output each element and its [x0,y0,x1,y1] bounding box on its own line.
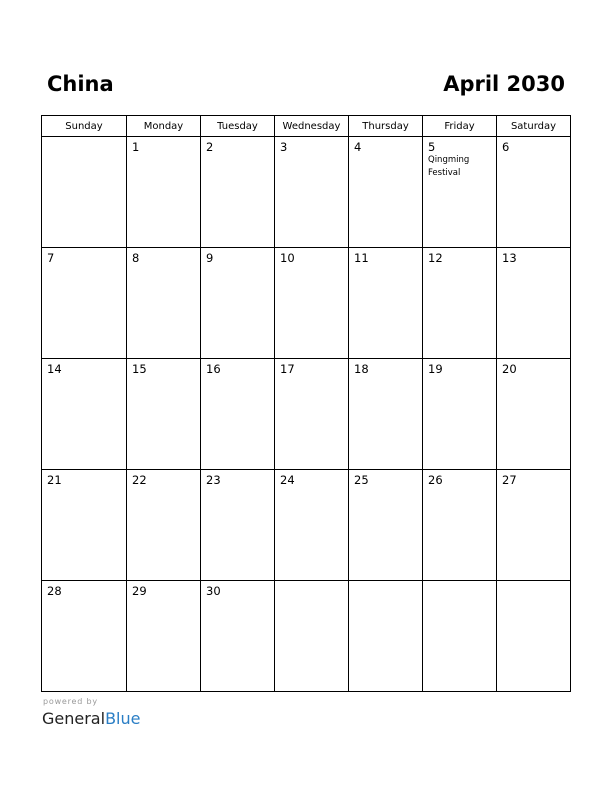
day-cell [497,359,571,470]
day-cell [201,137,275,248]
day-cell [42,137,127,248]
day-cell [42,581,127,692]
weekday-header-monday: Monday [127,116,201,137]
day-cell [349,581,423,692]
week-row [42,581,571,692]
day-number: 20 [502,362,517,376]
footer-branding [42,697,140,729]
day-number: 24 [280,473,295,487]
day-cell [497,470,571,581]
day-number: 3 [280,140,288,154]
day-number: 15 [132,362,147,376]
day-cell [497,581,571,692]
calendar-grid [41,115,571,692]
day-number: 13 [502,251,517,265]
day-cell [423,137,497,248]
day-number: 17 [280,362,295,376]
brand-general-text: General [42,709,106,728]
day-cell [201,359,275,470]
day-number [275,581,348,584]
day-cell [42,359,127,470]
day-number: 23 [206,473,221,487]
day-cell [127,581,201,692]
day-cell [423,359,497,470]
day-cell [275,470,349,581]
day-number: 29 [132,584,147,598]
day-number: 4 [354,140,362,154]
week-row [42,137,571,248]
day-number: 12 [428,251,443,265]
day-cell [349,470,423,581]
brand-logo[interactable] [42,709,140,729]
weekday-header-saturday: Saturday [497,116,571,137]
day-number: 25 [354,473,369,487]
weekday-header-tuesday: Tuesday [201,116,275,137]
day-number: 1 [132,140,140,154]
day-cell [423,248,497,359]
day-number: 6 [502,140,510,154]
day-cell [349,137,423,248]
day-number [497,581,570,584]
day-cell [127,470,201,581]
day-cell [497,248,571,359]
day-number [42,137,126,140]
month-year-title: April 2030 [443,72,565,96]
day-number: 11 [354,251,369,265]
country-title: China [47,72,114,96]
day-cell [127,359,201,470]
day-cell [349,359,423,470]
day-cell [349,248,423,359]
week-row [42,470,571,581]
day-number: 21 [47,473,62,487]
day-cell [423,470,497,581]
weekday-header-sunday: Sunday [42,116,127,137]
day-cell [275,581,349,692]
week-row [42,248,571,359]
day-number: 27 [502,473,517,487]
day-number: 28 [47,584,62,598]
weekday-header-thursday: Thursday [349,116,423,137]
holiday-label: Qingming Festival [428,155,470,178]
weekday-header-friday: Friday [423,116,497,137]
day-number: 19 [428,362,443,376]
day-cell [497,137,571,248]
powered-by-text: powered by [43,697,98,706]
day-number: 30 [206,584,221,598]
day-cell [127,248,201,359]
day-number: 2 [206,140,214,154]
day-number: 8 [132,251,140,265]
day-number: 26 [428,473,443,487]
day-number: 18 [354,362,369,376]
day-cell [275,248,349,359]
day-cell [275,137,349,248]
day-cell [42,470,127,581]
brand-blue-text: Blue [105,709,141,728]
weekday-header-wednesday: Wednesday [275,116,349,137]
day-number: 5 [428,140,436,154]
day-number: 14 [47,362,62,376]
day-number [349,581,422,584]
day-number: 7 [47,251,55,265]
day-number: 10 [280,251,295,265]
day-cell [42,248,127,359]
day-number: 22 [132,473,147,487]
day-cell [201,470,275,581]
day-number [423,581,496,584]
day-cell [201,248,275,359]
day-cell [275,359,349,470]
day-cell [127,137,201,248]
week-row [42,359,571,470]
day-cell [423,581,497,692]
day-number: 16 [206,362,221,376]
day-cell [201,581,275,692]
weekday-header-row [42,116,571,137]
day-number: 9 [206,251,214,265]
